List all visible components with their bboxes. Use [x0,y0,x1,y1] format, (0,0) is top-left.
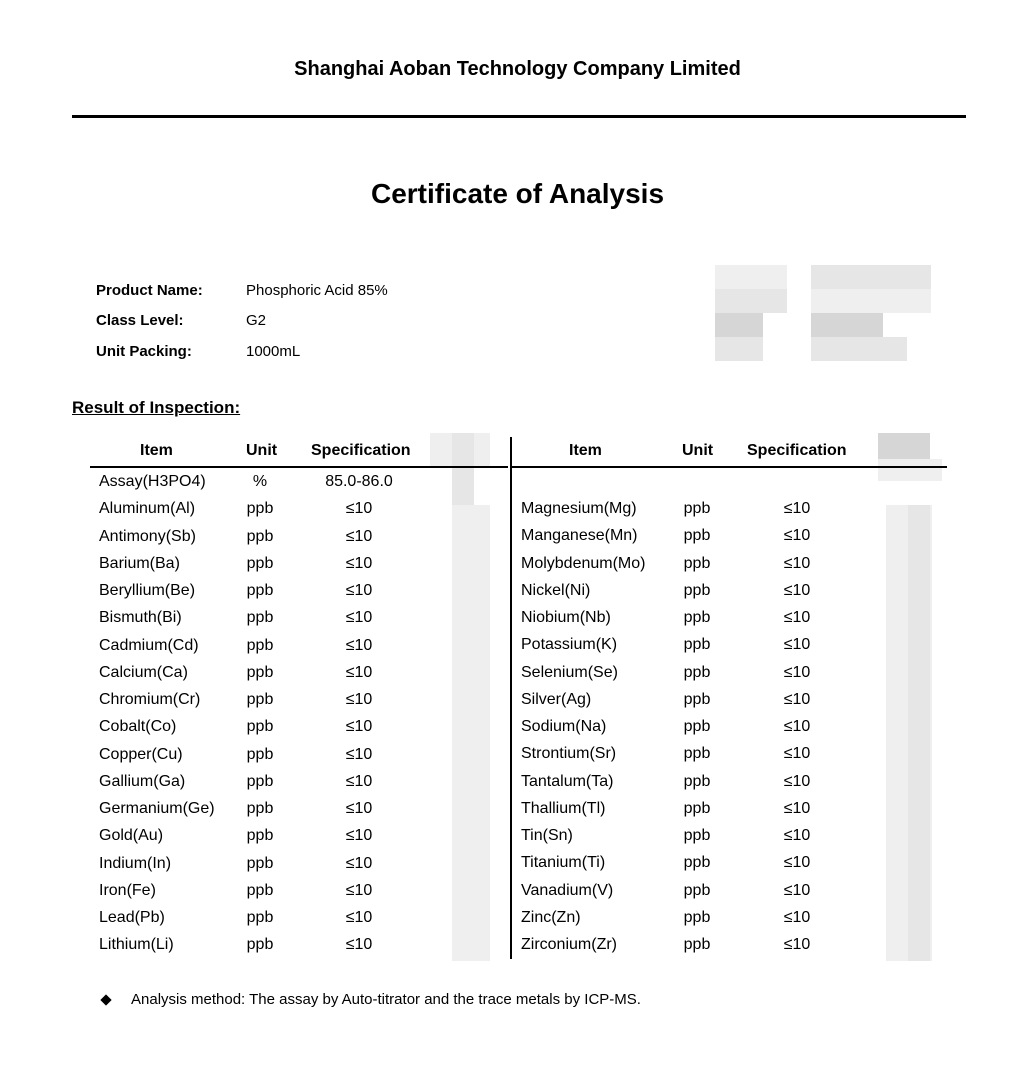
right-row-spec: ≤10 [783,827,811,844]
right-row-unit: ppb [683,581,711,599]
left-row-spec: ≤10 [345,936,373,954]
left-row-unit: ppb [246,636,274,654]
class-level-value: G2 [246,312,267,329]
right-row-unit: ppb [683,527,711,545]
left-row-item: Gallium(Ga) [99,772,186,790]
left-row-spec: ≤10 [345,500,373,518]
left-row-item: Copper(Cu) [99,745,183,763]
left-row-item: Barium(Ba) [99,554,180,572]
left-row-spec: ≤10 [345,636,373,654]
right-row-item: Thallium(Tl) [521,799,606,817]
left-row-item: Chromium(Cr) [99,691,201,708]
left-row-unit: ppb [246,800,274,817]
right-row-unit: ppb [683,936,711,953]
right-row-item: Tantalum(Ta) [521,772,614,790]
right-row-unit: ppb [683,772,711,790]
right-row-item: Tin(Sn) [521,827,573,844]
right-row-unit: ppb [683,636,711,654]
right-row-item: Manganese(Mn) [521,527,638,545]
left-row-spec: ≤10 [345,800,373,817]
left-row-item: Calcium(Ca) [99,663,188,681]
left-row-spec: ≤10 [345,609,373,627]
left-row-item: Iron(Fe) [99,881,156,899]
left-row-item: Beryllium(Be) [99,582,196,599]
redacted-column-right [878,433,942,961]
right-row-unit: ppb [683,690,711,708]
right-row-item: Nickel(Ni) [521,581,591,599]
right-row-item: Titanium(Ti) [521,854,606,872]
left-row-spec: ≤10 [345,881,373,899]
left-row-item: Antimony(Sb) [99,527,196,545]
right-row-spec: ≤10 [783,527,811,545]
left-row-spec: ≤10 [345,772,373,790]
right-row-item: Molybdenum(Mo) [521,554,646,572]
left-row-spec: ≤10 [345,909,373,926]
header-divider [72,115,966,118]
class-level-label: Class Level: [96,312,184,329]
left-row-item: Aluminum(Al) [99,500,196,518]
unit-packing-value: 1000mL [246,343,301,360]
right-header-item: Item [569,442,602,459]
redacted-column-left [430,433,490,961]
right-row-item: Zirconium(Zr) [521,936,617,953]
right-row-spec: ≤10 [783,881,811,899]
table-header-rule-left [90,466,508,468]
left-row-spec: ≤10 [345,663,373,681]
right-row-spec: ≤10 [783,636,811,654]
left-row-spec: ≤10 [345,527,373,545]
right-row-spec: ≤10 [783,936,811,953]
right-row-item: Selenium(Se) [521,663,618,681]
right-header-unit: Unit [682,442,714,459]
right-row-unit: ppb [683,554,711,572]
right-row-spec: ≤10 [783,799,811,817]
right-row-spec: ≤10 [783,772,811,790]
table-header-rule-right [512,466,947,468]
left-row-item: Lithium(Li) [99,936,174,954]
result-heading: Result of Inspection: [72,398,241,417]
right-row-unit: ppb [683,827,711,844]
left-row-item: Germanium(Ge) [99,800,215,817]
product-name-value: Phosphoric Acid 85% [246,282,388,299]
right-row-item: Potassium(K) [521,636,618,654]
company-name: Shanghai Aoban Technology Company Limited [294,58,741,80]
right-row-unit: ppb [683,609,711,626]
unit-packing-label: Unit Packing: [96,343,192,360]
right-row-item: Strontium(Sr) [521,745,617,763]
right-row-unit: ppb [683,718,711,735]
right-row-unit: ppb [683,799,711,817]
left-row-item: Indium(In) [99,854,172,872]
right-row-spec: ≤10 [783,609,811,626]
right-row-item: Silver(Ag) [521,690,592,708]
left-row-unit: ppb [246,609,274,627]
right-row-spec: ≤10 [783,690,811,708]
left-row-item: Cadmium(Cd) [99,636,199,654]
left-row-unit: ppb [246,527,274,545]
left-row-unit: ppb [246,718,274,736]
right-row-unit: ppb [683,500,711,517]
left-row-unit: ppb [246,936,274,954]
right-row-item: Zinc(Zn) [521,908,581,926]
left-row-item: Gold(Au) [99,827,164,845]
right-header-specification: Specification [747,442,847,459]
right-row-unit: ppb [683,908,711,926]
left-row-item: Lead(Pb) [99,909,165,926]
left-header-item: Item [140,442,173,459]
right-row-spec: ≤10 [783,663,811,681]
left-row-unit: ppb [246,909,274,926]
left-row-unit: ppb [246,772,274,790]
left-header-unit: Unit [246,442,278,459]
left-row-spec: ≤10 [345,827,373,845]
redacted-block-top [715,265,931,361]
left-row-item: Cobalt(Co) [99,718,177,736]
analysis-method-note: Analysis method: The assay by Auto-titrator and the trace metals by ICP-MS. [131,991,641,1008]
left-row-unit: ppb [246,854,274,872]
left-row-spec: ≤10 [345,554,373,572]
left-row-spec: ≤10 [345,582,373,599]
left-row-unit: ppb [246,745,274,763]
right-row-unit: ppb [683,854,711,872]
right-row-item: Sodium(Na) [521,718,607,735]
left-row-spec: ≤10 [345,691,373,708]
right-row-spec: ≤10 [783,500,811,517]
right-row-spec: ≤10 [783,745,811,763]
left-row-unit: ppb [246,663,274,681]
left-row-unit: ppb [246,554,274,572]
right-row-unit: ppb [683,881,711,899]
right-row-spec: ≤10 [783,718,811,735]
right-row-item: Magnesium(Mg) [521,500,637,517]
document-title: Certificate of Analysis [370,178,665,209]
left-row-spec: ≤10 [345,745,373,763]
right-row-unit: ppb [683,745,711,763]
right-row-unit: ppb [683,663,711,681]
left-row-spec: ≤10 [345,854,373,872]
right-row-spec: ≤10 [783,554,811,572]
left-row-unit: ppb [246,500,274,518]
table-column-divider [510,437,512,959]
left-row-spec: 85.0-86.0 [325,473,393,490]
right-row-spec: ≤10 [783,581,811,599]
left-row-item: Bismuth(Bi) [99,609,182,627]
left-row-unit: ppb [246,691,274,708]
left-row-spec: ≤10 [345,718,373,736]
right-row-item: Vanadium(V) [521,881,614,899]
right-row-spec: ≤10 [783,854,811,872]
left-row-unit: ppb [246,827,274,845]
left-row-unit: ppb [246,881,274,899]
product-name-label: Product Name: [96,282,203,299]
left-row-item: Assay(H3PO4) [99,473,206,490]
bullet-diamond-icon [100,994,111,1005]
left-header-specification: Specification [311,442,411,459]
right-row-spec: ≤10 [783,908,811,926]
left-row-unit: ppb [246,582,274,599]
left-row-unit: % [252,473,268,490]
right-row-item: Niobium(Nb) [521,609,611,626]
